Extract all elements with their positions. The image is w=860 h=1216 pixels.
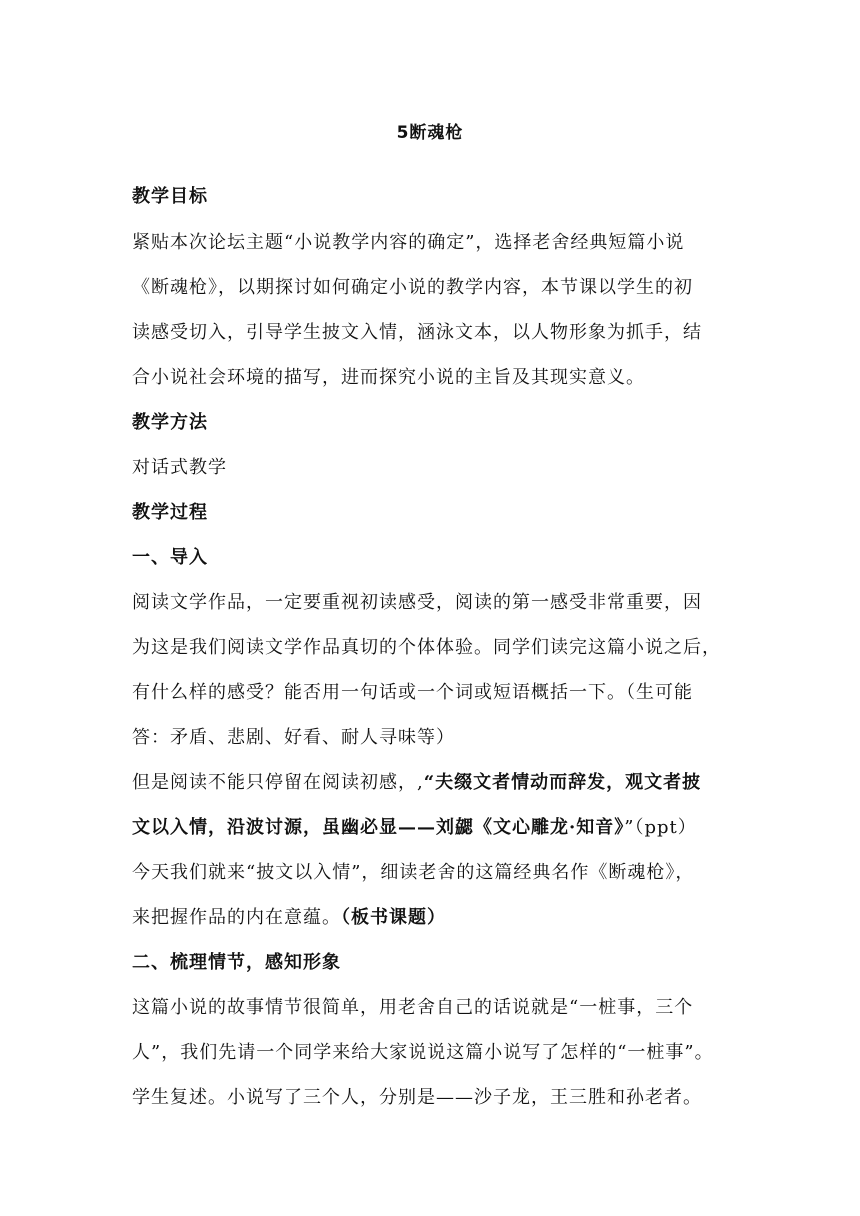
document-title: 5断魂枪 <box>396 123 464 143</box>
intro-line-3: 有什么样的感受？能否用一句话或一个词或短语概括一下。（生可能 <box>132 682 693 703</box>
today-line-1: 今天我们就来“披文以入情”，细读老舍的这篇经典名作《断魂枪》， <box>132 862 695 883</box>
quote-bold-start: “夫缀文者情动而辞发，观文者披 <box>423 772 702 793</box>
quote-line-2 <box>132 813 732 839</box>
quote-bold-end: 文以入情，沿波讨源，虽幽必显——刘勰《文心雕龙·知音》 <box>132 817 625 838</box>
heading-introduction: 一、导入 <box>132 547 208 568</box>
heading-teaching-process: 教学过程 <box>132 502 208 523</box>
goals-line-2: 《断魂枪》，以期探讨如何确定小说的教学内容，本节课以学生的初 <box>132 277 693 298</box>
heading-teaching-method: 教学方法 <box>132 412 208 433</box>
intro-line-1: 阅读文学作品，一定要重视初读感受，阅读的第一感受非常重要，因 <box>132 592 702 613</box>
today-line-2 <box>132 903 732 929</box>
goals-line-3: 读感受切入，引导学生披文入情，涵泳文本，以人物形象为抓手，结 <box>132 322 702 343</box>
quote-ppt-note: ”（ppt） <box>624 817 697 838</box>
quote-line-1 <box>132 768 732 794</box>
plot-line-2: 人”，我们先请一个同学来给大家说说这篇小说写了怎样的“一桩事”。 <box>132 1042 714 1063</box>
goals-line-4: 合小说社会环境的描写，进而探究小说的主旨及其现实意义。 <box>132 367 645 388</box>
plot-line-3: 学生复述。小说写了三个人，分别是——沙子龙，王三胜和孙老者。 <box>132 1087 702 1108</box>
board-note: （板书课题） <box>341 907 446 928</box>
goals-line-1: 紧贴本次论坛主题“小说教学内容的确定”，选择老舍经典短篇小说 <box>132 232 685 253</box>
today-text: 来把握作品的内在意蕴。 <box>132 907 341 928</box>
quote-lead-text: 但是阅读不能只停留在阅读初感，, <box>132 772 424 793</box>
heading-plot: 二、梳理情节，感知形象 <box>132 952 341 973</box>
intro-line-2: 为这是我们阅读文学作品真切的个体体验。同学们读完这篇小说之后， <box>132 637 721 658</box>
intro-line-4: 答：矛盾、悲剧、好看、耐人寻味等） <box>132 727 455 748</box>
plot-line-1: 这篇小说的故事情节很简单，用老舍自己的话说就是“一桩事，三个 <box>132 997 694 1018</box>
method-text: 对话式教学 <box>132 457 227 478</box>
heading-teaching-goals: 教学目标 <box>132 186 208 207</box>
